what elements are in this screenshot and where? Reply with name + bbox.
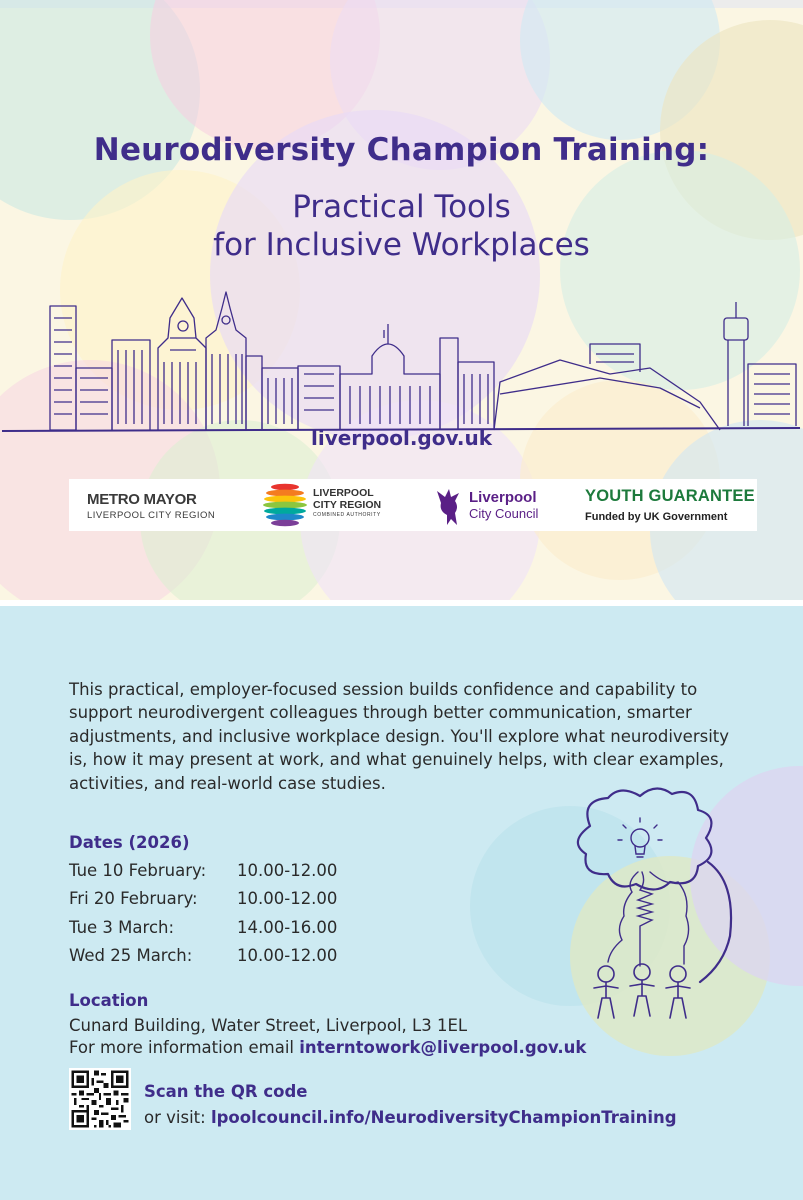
visit-prefix: or visit: xyxy=(144,1108,211,1127)
page-title: Neurodiversity Champion Training: xyxy=(93,132,710,168)
liverpool-skyline-illustration xyxy=(0,278,803,438)
lcc-line-2: City Council xyxy=(469,506,539,521)
contact-line xyxy=(69,1038,586,1057)
time-label: 10.00-12.00 xyxy=(237,889,338,908)
location-heading: Location xyxy=(69,991,149,1010)
metro-mayor-title: METRO MAYOR xyxy=(87,491,197,508)
dates-heading: Dates (2026) xyxy=(69,833,190,852)
date-label: Fri 20 February: xyxy=(69,889,198,908)
date-label: Tue 3 March: xyxy=(69,918,175,937)
email-prefix: For more information email xyxy=(69,1038,300,1057)
contact-email-link[interactable]: interntowork@liverpool.gov.uk xyxy=(299,1038,587,1057)
time-label: 10.00-12.00 xyxy=(237,946,338,965)
youth-guarantee-funded: Funded by UK Government xyxy=(585,511,728,523)
subtitle-line-1: Practical Tools xyxy=(292,189,511,225)
time-label: 14.00-16.00 xyxy=(237,918,338,937)
lcr-line-3: COMBINED AUTHORITY xyxy=(313,512,381,518)
partner-logos-strip xyxy=(69,479,757,531)
lcr-line-2: CITY REGION xyxy=(313,499,382,511)
lcc-line-1: Liverpool xyxy=(469,489,537,506)
scan-qr-label: Scan the QR code xyxy=(144,1082,308,1101)
lightbulb-idea-illustration xyxy=(560,786,760,1026)
details-section xyxy=(0,606,803,1200)
date-label: Wed 25 March: xyxy=(69,946,193,965)
visit-url-link[interactable]: lpoolcouncil.info/NeurodiversityChampionTraining xyxy=(210,1108,677,1127)
date-label: Tue 10 February: xyxy=(69,861,207,880)
page-subtitle xyxy=(0,188,803,264)
subtitle-line-2: for Inclusive Workplaces xyxy=(213,227,590,263)
course-description: This practical, employer-focused session builds confidence and capability to support neurodivergent colleagues through better communication, smarter adjustments, and inclusive workplace design. You'll explore what neurodiversity is, how it may present at work, and what genuinely helps, with clear examples, activities, and real-world case studies. xyxy=(69,680,730,793)
time-label: 10.00-12.00 xyxy=(237,861,338,880)
youth-guarantee-title: YOUTH GUARANTEE xyxy=(585,487,755,505)
rainbow-sphere-icon xyxy=(261,481,309,529)
qr-code[interactable] xyxy=(69,1068,131,1130)
metro-mayor-subtitle: LIVERPOOL CITY REGION xyxy=(87,510,216,521)
liver-bird-icon xyxy=(433,483,465,527)
website-link[interactable]: liverpool.gov.uk xyxy=(310,426,493,450)
location-address: Cunard Building, Water Street, Liverpool, L3 1EL xyxy=(69,1016,468,1035)
visit-line xyxy=(144,1108,677,1127)
lcr-line-1: LIVERPOOL xyxy=(313,487,374,499)
